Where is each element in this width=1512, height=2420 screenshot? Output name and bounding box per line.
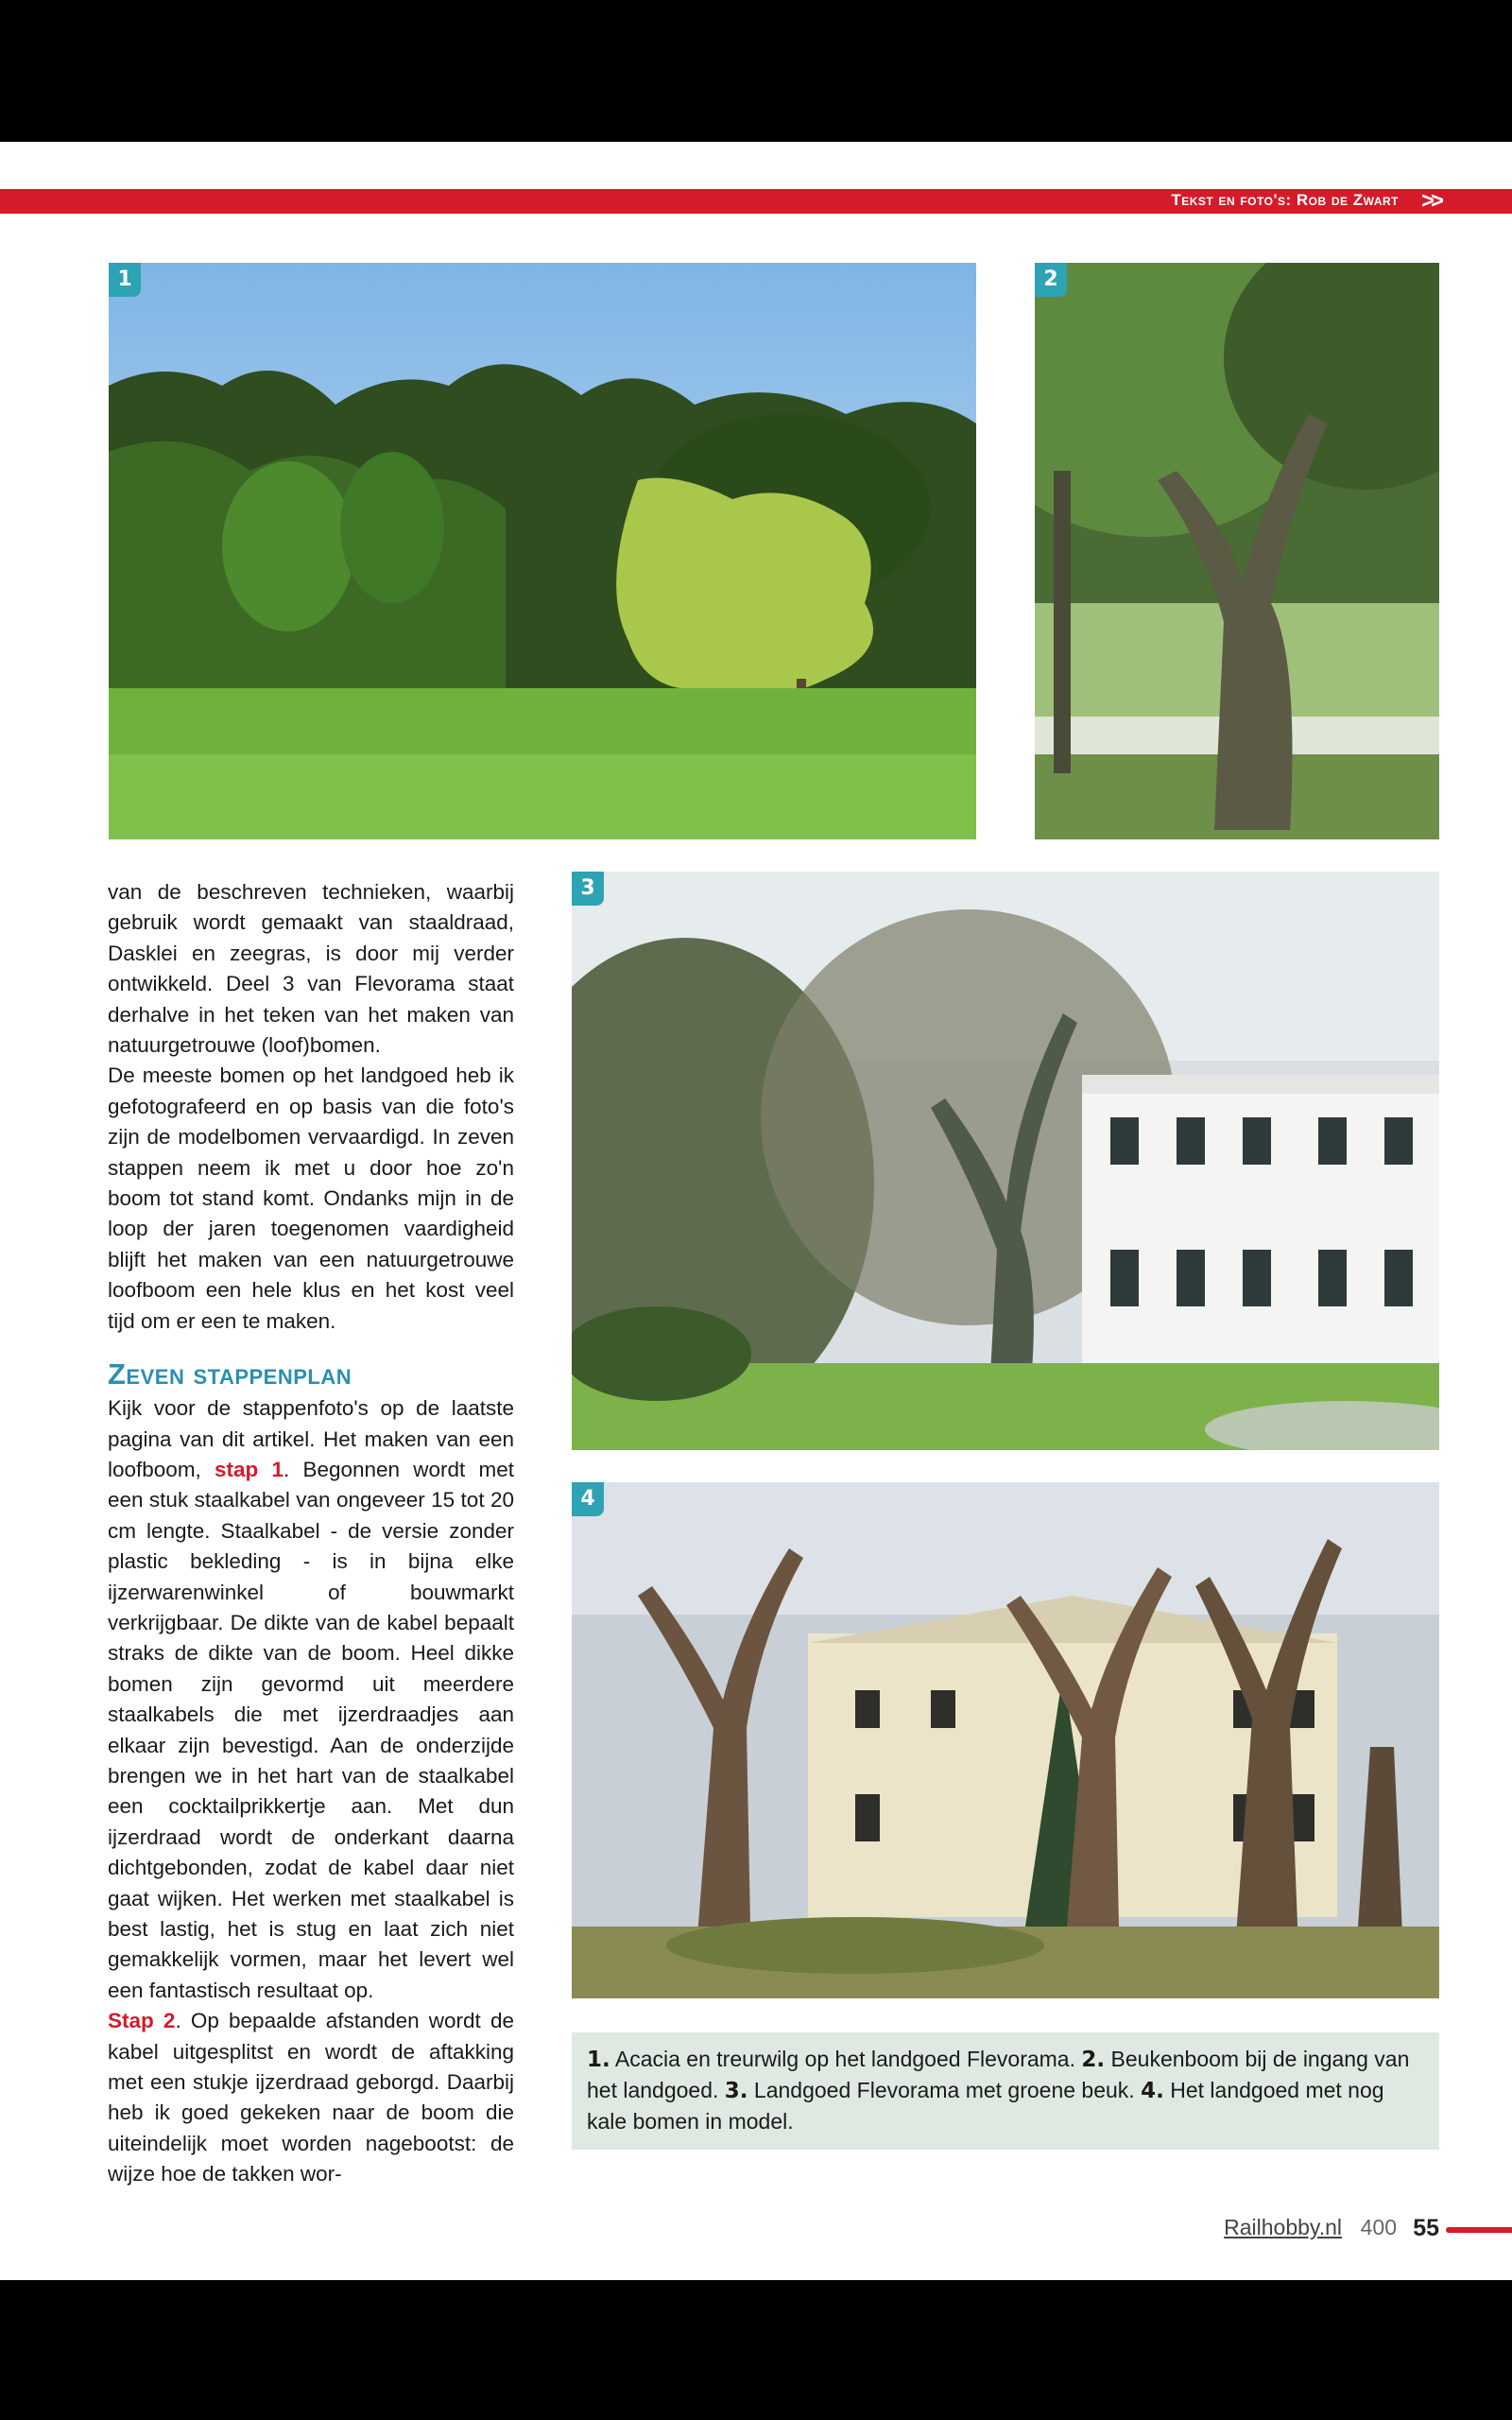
step-label: stap 1 <box>215 1457 284 1481</box>
issue-number: 400 <box>1360 2215 1397 2239</box>
section-heading: Zeven stappenplan <box>108 1357 352 1392</box>
photo-number-badge: 3 <box>572 872 604 906</box>
author-credit: Tekst en foto's: Rob de Zwart <box>1171 191 1399 209</box>
body-paragraph <box>108 1393 514 2006</box>
body-paragraph <box>108 2006 514 2189</box>
photo-3-image <box>572 872 1439 1450</box>
footer-rule <box>1446 2227 1512 2233</box>
caption-text: Acacia en treurwilg op het landgoed Flevorama. <box>610 2047 1082 2071</box>
caption-number: 2. <box>1081 2048 1106 2072</box>
article-text-column <box>108 877 514 2190</box>
photo-4-image <box>572 1482 1439 1998</box>
body-text: Kijk voor de stappenfoto's op de laatste pagina van dit artikel. Het maken van een loofboom, <box>108 1396 514 1481</box>
photo-2-image <box>1035 263 1439 839</box>
chevron-right-icon: >> <box>1420 188 1440 214</box>
caption-number: 4. <box>1141 2079 1164 2103</box>
photo-1-image <box>109 263 976 839</box>
body-paragraph: De meeste bomen op het landgoed heb ik gefotografeerd en op basis van die foto's zijn de modelbomen vervaardigd. In zeven stappen neem ik met u door hoe zo'n boom tot stand komt. Ondanks mijn in de loop der jaren toegenomen vaardigheid blijft het maken van een natuurgetrouwe loofboom een hele klus en het kost veel tijd om er een te maken. <box>108 1063 514 1333</box>
photo-1 <box>109 263 976 839</box>
caption-text: Landgoed Flevorama met groene beuk. <box>747 2078 1142 2102</box>
step-label: Stap 2 <box>108 2009 176 2033</box>
caption-text: Het landgoed met nog kale bomen in model. <box>587 2078 1384 2134</box>
photo-number-badge: 2 <box>1035 263 1067 297</box>
body-paragraph: van de beschreven technieken, waarbij gebruik wordt gemaakt van staaldraad, Dasklei en zeegras, is door mij verder ontwikkeld. Deel 3 van Flevorama staat derhalve in het teken van het maken van natuurgetrouwe (loof)bomen. <box>108 880 514 1058</box>
photo-3 <box>572 872 1439 1450</box>
caption-text: Beukenboom bij de ingang van het landgoed. <box>587 2047 1410 2102</box>
photo-number-badge: 4 <box>572 1482 604 1516</box>
body-text: . Begonnen wordt met een stuk staalkabel van ongeveer 15 tot 20 cm lengte. Staalkabel - de versie zonder plastic bekleding - is in bijna elke ijzerwarenwinkel of bouwmarkt verkrijgbaar. De dikte van de kabel bepaalt straks de dikte van de boom. Heel dikke bomen zijn gevormd uit meerdere staalkabels die met ijzerdraadjes aan elkaar zijn bevestigd. Aan de onderzijde brengen we in het hart van de staalkabel een cocktailprikkertje aan. Met dun ijzerdraad wordt de onderkant daarna dichtgebonden, zodat de kabel daar niet gaat wijken. Het werken met staalkabel is best lastig, het is stug en laat zich niet gemakkelijk vormen, maar het levert wel een fantastisch resultaat op. <box>108 1457 514 2002</box>
credit-bar <box>0 189 1512 214</box>
magazine-page <box>0 142 1512 2280</box>
photo-number-badge: 1 <box>109 263 141 297</box>
site-link[interactable]: Railhobby.nl <box>1224 2215 1342 2239</box>
photo-caption <box>572 2032 1439 2150</box>
page-footer <box>1134 2215 1512 2243</box>
body-text: . Op bepaalde afstanden wordt de kabel uitgesplitst en wordt de aftakking met een stukje ijzerdraad geborgd. Daarbij heb ik goed gekeken naar de boom die uiteindelijk moet worden nagebootst: de wijze hoe de takken wor- <box>108 2009 514 2187</box>
page-number: 55 <box>1413 2215 1439 2241</box>
photo-2 <box>1035 263 1439 839</box>
caption-number: 1. <box>587 2048 610 2072</box>
photo-4 <box>572 1482 1439 1998</box>
caption-number: 3. <box>724 2079 748 2103</box>
